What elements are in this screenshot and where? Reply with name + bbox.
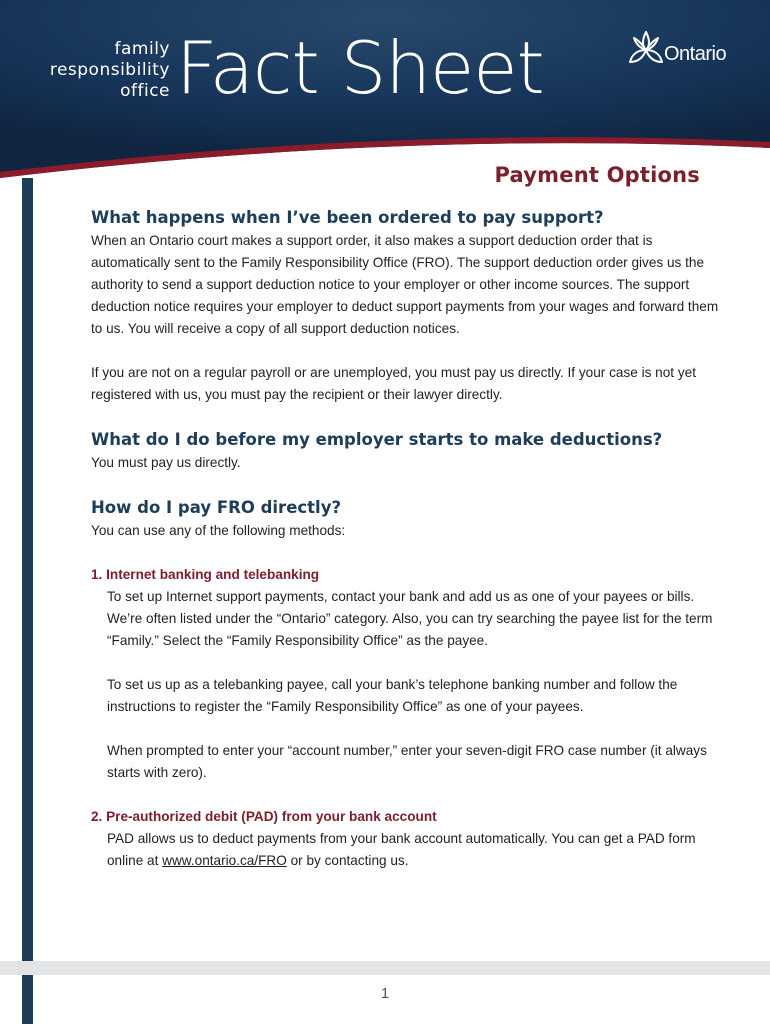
program-name-line-2: responsibility bbox=[49, 60, 170, 80]
footer-band bbox=[0, 961, 770, 975]
ontario-wordmark: Ontario bbox=[664, 43, 727, 65]
program-name bbox=[50, 39, 170, 102]
ontario-logo bbox=[628, 28, 748, 72]
main-content bbox=[91, 206, 731, 872]
method-paragraph bbox=[107, 828, 731, 872]
method-paragraph: To set up Internet support payments, contact your bank and add us as one of your payees or bills. We’re often listed under the “Ontario” category. Also, you can try searching the payee list for the term “Family.” Select the “Family Responsibility Office” as the payee. bbox=[107, 589, 713, 648]
method-body-pad bbox=[91, 828, 731, 872]
section-heading-pay-directly: How do I pay FRO directly? bbox=[91, 498, 342, 517]
program-name-line-3: office bbox=[120, 81, 170, 101]
section-paragraph: If you are not on a regular payroll or are unemployed, you must pay us directly. If your case is not yet registered with us, you must pay the recipient or their lawyer directly. bbox=[91, 365, 696, 402]
section-paragraph: You must pay us directly. bbox=[91, 455, 241, 470]
fro-website-link[interactable]: www.ontario.ca/FRO bbox=[162, 853, 287, 868]
left-accent-bar bbox=[22, 178, 33, 1024]
program-name-line-1: family bbox=[114, 39, 170, 59]
section-paragraph: When an Ontario court makes a support order, it also makes a support deduction order that is automatically sent to the Family Responsibility Office (FRO). The support deduction order gives us the authority to send a support deduction notice to your employer or other income sources. The support deduction notice requires your employer to deduct support payments from your wages and forward them to us. You will receive a copy of all support deduction notices. bbox=[91, 233, 719, 336]
section-heading-ordered-to-pay: What happens when I’ve been ordered to pay support? bbox=[91, 208, 604, 227]
pad-text-after-link: or by contacting us. bbox=[286, 853, 409, 868]
method-heading-pad: 2. Pre-authorized debit (PAD) from your bank account bbox=[91, 809, 437, 824]
method-paragraph: When prompted to enter your “account number,” enter your seven-digit FRO case number (it always starts with zero). bbox=[107, 743, 707, 780]
pad-text-before-link: PAD allows us to deduct payments from your bank account automatically. You can get a PAD form online at bbox=[107, 831, 696, 868]
method-paragraph: To set us up as a telebanking payee, call your bank’s telephone banking number and follow the instructions to register the “Family Responsibility Office” as one of your payees. bbox=[107, 677, 678, 714]
section-paragraph: You can use any of the following methods: bbox=[91, 523, 346, 538]
page-subtitle: Payment Options bbox=[494, 163, 700, 187]
document-type-title: Fact Sheet bbox=[176, 26, 544, 110]
method-body-internet-banking bbox=[91, 586, 731, 784]
section-heading-before-deductions: What do I do before my employer starts to make deductions? bbox=[91, 430, 663, 449]
method-heading-internet-banking: 1. Internet banking and telebanking bbox=[91, 567, 320, 582]
header-banner bbox=[0, 0, 770, 185]
page-number: 1 bbox=[380, 985, 390, 1002]
trillium-icon bbox=[628, 28, 664, 68]
